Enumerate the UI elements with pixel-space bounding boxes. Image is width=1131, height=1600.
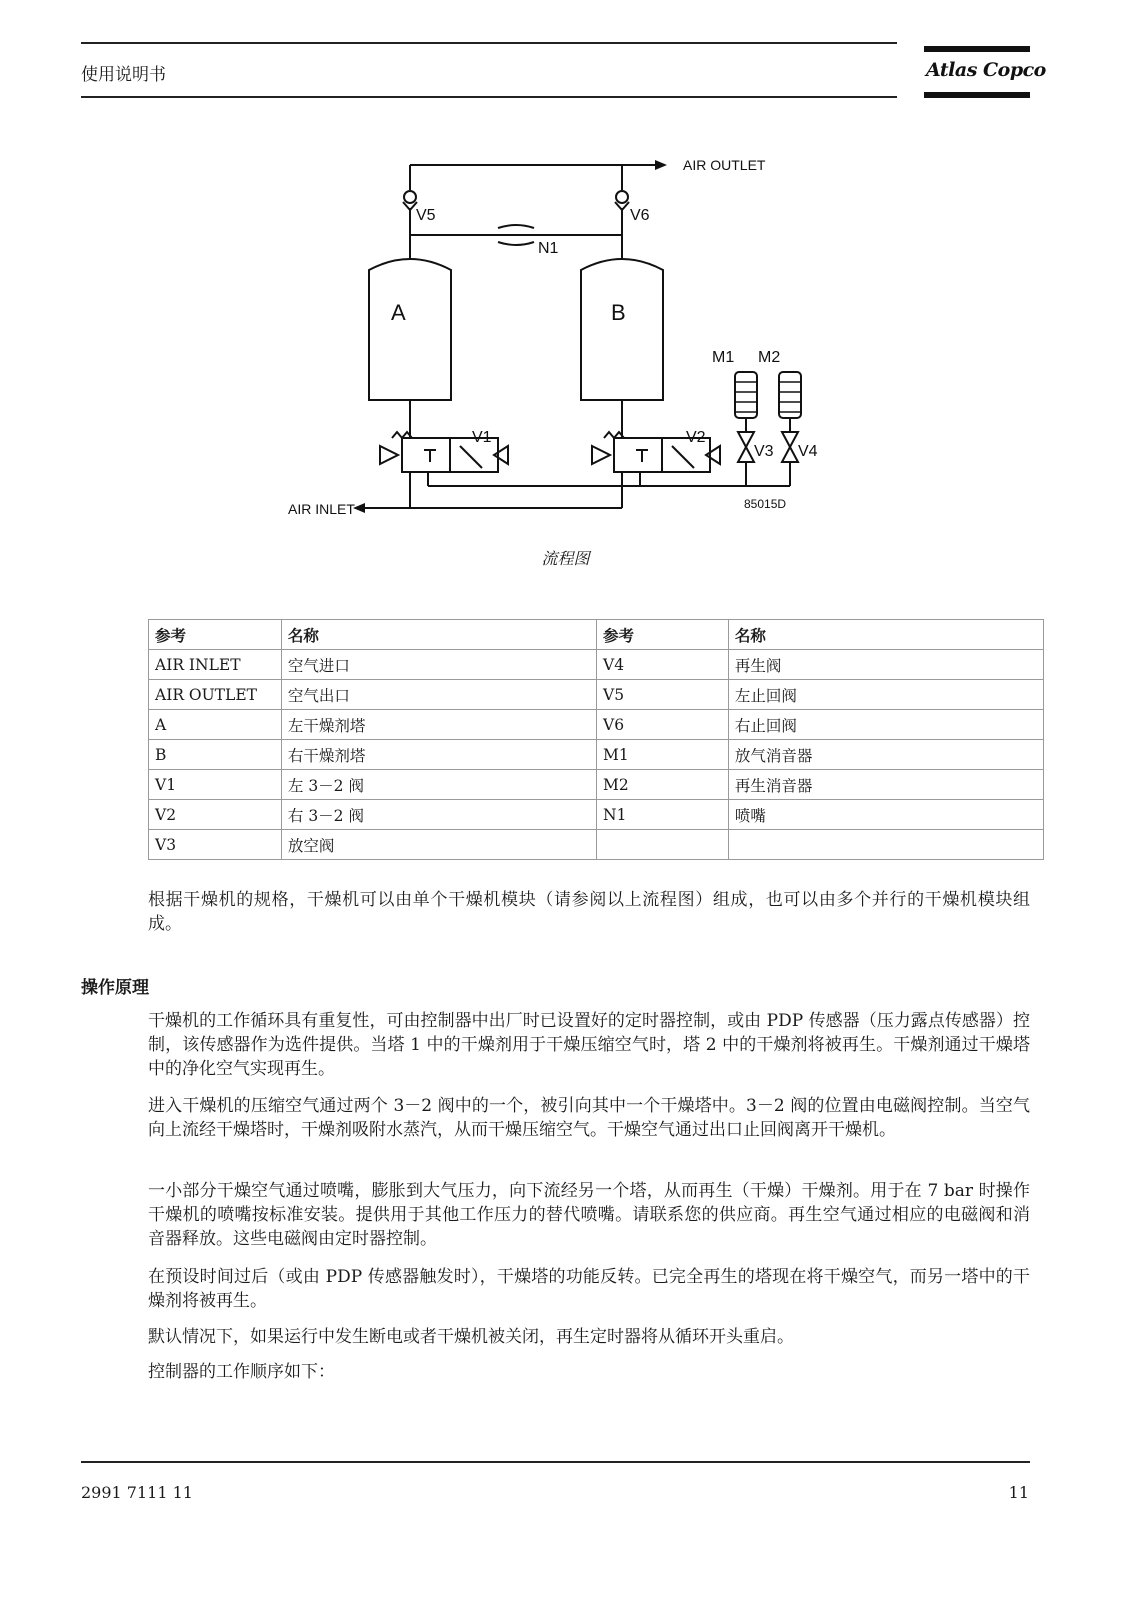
body-paragraph: 一小部分干燥空气通过喷嘴，膨胀到大气压力，向下流经另一个塔，从而再生（干燥）干燥剂。用于在 7 bar 时操作干燥机的喷嘴按标准安装。提供用于其他工作压力的替代喷嘴。请联系您的供应商。再生空气通过相应的电磁阀和消音器释放。这些电磁阀由定时器控制。 [148, 1181, 1030, 1249]
document-number: 2991 7111 11 [81, 1483, 193, 1502]
table-cell: V3 [149, 830, 282, 860]
table-header-cell: 参考 [149, 620, 282, 650]
table-cell: V6 [597, 710, 729, 740]
flow-diagram [270, 150, 830, 530]
v4-label: V4 [798, 443, 818, 460]
header-top-rule [81, 42, 897, 44]
v6-label: V6 [630, 207, 650, 224]
m2-label: M2 [758, 349, 781, 366]
table-cell [597, 830, 729, 860]
table-row [149, 740, 1044, 770]
table-row [149, 770, 1044, 800]
table-cell: V5 [597, 680, 729, 710]
m1-label: M1 [712, 349, 735, 366]
body-paragraph: 进入干燥机的压缩空气通过两个 3－2 阀中的一个，被引向其中一个干燥塔中。3－2 阀的位置由电磁阀控制。当空气向上流经干燥塔时，干燥剂吸附水蒸汽，从而干燥压缩空气。干燥空气通过出口止回阀离开干燥机。 [148, 1096, 1030, 1140]
table-row [149, 710, 1044, 740]
table-cell: AIR INLET [149, 650, 282, 680]
table-cell: 空气进口 [281, 650, 596, 680]
intro-paragraph: 根据干燥机的规格，干燥机可以由单个干燥机模块（请参阅以上流程图）组成，也可以由多个并行的干燥机模块组成。 [148, 890, 1030, 934]
table-cell: 左 3－2 阀 [281, 770, 596, 800]
footer-rule [81, 1461, 1030, 1463]
table-row [149, 680, 1044, 710]
table-cell: V4 [597, 650, 729, 680]
table-cell: 空气出口 [281, 680, 596, 710]
tower-b-label: B [611, 300, 626, 325]
table-cell: 放空阀 [281, 830, 596, 860]
table-row [149, 800, 1044, 830]
table-cell: V2 [149, 800, 282, 830]
tower-a-label: A [391, 300, 406, 325]
table-cell: 右 3－2 阀 [281, 800, 596, 830]
header-title: 使用说明书 [81, 65, 166, 85]
air-inlet-label: AIR INLET [288, 501, 355, 517]
atlas-copco-logo [924, 46, 1046, 98]
body-paragraph: 默认情况下，如果运行中发生断电或者干燥机被关闭，再生定时器将从循环开头重启。 [148, 1327, 794, 1347]
air-outlet-label: AIR OUTLET [683, 157, 766, 173]
header-bottom-rule [81, 96, 897, 98]
table-row [149, 830, 1044, 860]
table-cell: M2 [597, 770, 729, 800]
body-paragraph: 在预设时间过后（或由 PDP 传感器触发时），干燥塔的功能反转。已完全再生的塔现在将干燥空气，而另一塔中的干燥剂将被再生。 [148, 1267, 1030, 1311]
table-cell: M1 [597, 740, 729, 770]
logo-text: Atlas Copco [926, 59, 1046, 81]
v5-label: V5 [416, 207, 436, 224]
body-paragraph: 干燥机的工作循环具有重复性，可由控制器中出厂时已设置好的定时器控制，或由 PDP 传感器（压力露点传感器）控制，该传感器作为选件提供。当塔 1 中的干燥剂用于干燥压缩空气时，塔 2 中的干燥剂将被再生。干燥剂通过干燥塔中的净化空气实现再生。 [148, 1011, 1030, 1079]
table-cell: 再生阀 [728, 650, 1043, 680]
table-cell: N1 [597, 800, 729, 830]
drawing-code: 85015D [744, 497, 787, 511]
table-cell: 放气消音器 [728, 740, 1043, 770]
section-heading: 操作原理 [81, 978, 149, 998]
table-header-row [149, 620, 1044, 650]
v1-label: V1 [472, 429, 492, 446]
reference-table [148, 619, 1044, 860]
page-number: 11 [1008, 1483, 1029, 1502]
table-cell: 右干燥剂塔 [281, 740, 596, 770]
table-cell [728, 830, 1043, 860]
table-cell: 左止回阀 [728, 680, 1043, 710]
table-cell: 喷嘴 [728, 800, 1043, 830]
table-header-cell: 名称 [728, 620, 1043, 650]
table-row [149, 650, 1044, 680]
v3-label: V3 [754, 443, 774, 460]
table-cell: AIR OUTLET [149, 680, 282, 710]
table-cell: 左干燥剂塔 [281, 710, 596, 740]
table-cell: V1 [149, 770, 282, 800]
body-paragraph: 控制器的工作顺序如下： [148, 1362, 335, 1382]
v2-label: V2 [686, 429, 706, 446]
table-cell: 再生消音器 [728, 770, 1043, 800]
table-header-cell: 名称 [281, 620, 596, 650]
table-cell: 右止回阀 [728, 710, 1043, 740]
table-cell: B [149, 740, 282, 770]
table-header-cell: 参考 [597, 620, 729, 650]
table-cell: A [149, 710, 282, 740]
figure-caption: 流程图 [541, 549, 590, 568]
n1-label: N1 [538, 240, 559, 257]
